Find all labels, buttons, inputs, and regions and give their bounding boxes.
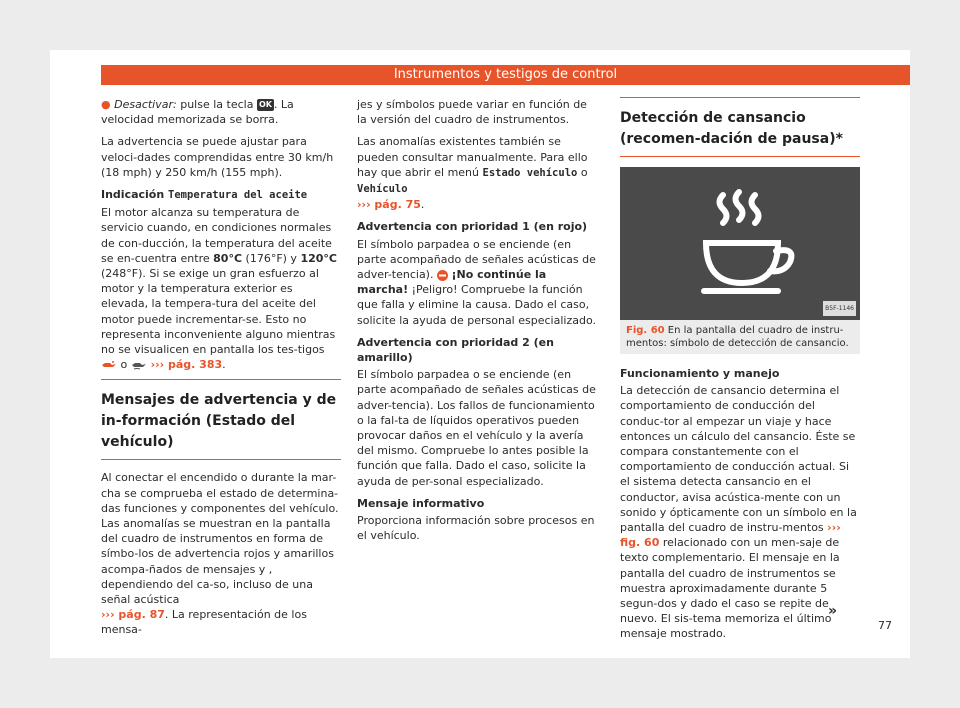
priority-1-text-end: ¡Peligro! Compruebe la función que falla y elimine la causa. Dado el caso, solicite la ayuda de personal especializado. xyxy=(357,283,596,327)
indicator-heading xyxy=(101,187,341,203)
column-middle xyxy=(357,97,597,550)
caption-text: En la pantalla del cuadro de instru-mentos: símbolo de detección de cansancio. xyxy=(626,325,849,349)
figure-ref-60[interactable]: ››› fig. 60 xyxy=(620,521,841,550)
bullet-text: pulse la tecla xyxy=(176,98,257,111)
paragraph-oil xyxy=(101,205,341,372)
fatigue-text: La detección de cansancio determina el comportamiento de conducción del conduc-tor al empezar un viaje y hace entonces un cálculo del cansancio. Éste se compara constantemente con el comportamiento de conducción actual. Si el sistema detecta cansancio en el conductor, avisa acústica-mente con un sonido y ópticamente con un símbolo en la pantalla del cuadro de instru-mentos xyxy=(620,384,857,535)
warnings-text-end: . La representación de los mensa- xyxy=(101,608,307,637)
temp-80: 80°C xyxy=(213,251,243,265)
oil-text-2: (176°F) y xyxy=(242,251,301,265)
column-right xyxy=(620,97,860,649)
oil-temp-warning-icon xyxy=(101,360,117,370)
indicator-label: Indicación xyxy=(101,188,169,202)
page-ref-383[interactable]: ››› pág. 383 xyxy=(146,358,223,372)
oil-text: El motor alcanza su temperatura de servicio cuando, en condiciones normales de con-ducción, la temperatura del aceite se en-cuentra entre xyxy=(101,206,332,265)
menu-vehiculo: Vehículo xyxy=(357,183,408,196)
paragraph: jes y símbolos puede variar en función de la versión del cuadro de instrumentos. xyxy=(357,98,587,127)
figure-number: Fig. 60 xyxy=(626,325,665,336)
heading-info-message: Mensaje informativo xyxy=(357,496,485,510)
indicator-mono: Temperatura del aceite xyxy=(168,189,308,202)
menu-text: Las anomalías existentes también se pueden consultar manualmente. Para ello hay que abrir el menú xyxy=(357,135,588,179)
paragraph-priority-1 xyxy=(357,237,597,328)
section-title-fatigue: Detección de cansancio (recomen-dación de pausa)* xyxy=(620,97,860,157)
page-header: Instrumentos y testigos de control xyxy=(101,65,910,85)
paragraph-fatigue xyxy=(620,383,860,641)
paragraph-info: Proporciona información sobre procesos en el vehículo. xyxy=(357,514,595,543)
figure-code: B5F-1146 xyxy=(823,301,856,316)
ok-key-icon: OK xyxy=(258,100,272,109)
oil-level-warning-icon xyxy=(131,360,147,370)
bullet-label: Desactivar: xyxy=(114,98,177,111)
paragraph: La advertencia se puede ajustar para veloci-dades comprendidas entre 30 km/h (18 mph) y 250 km/h (155 mph). xyxy=(101,135,334,179)
warnings-text: Al conectar el encendido o durante la mar-cha se comprueba el estado de determina-das funciones y componentes del vehículo. Las anomalías se muestran en la pantalla del cuadro de instrumentos en forma de símbo-los de advertencia rojos y amarillos acompa-ñados de mensajes y , dependiendo del ca-so, incluso de una señal acústica xyxy=(101,471,339,607)
page-number: 77 xyxy=(878,619,892,632)
menu-estado: Estado vehículo xyxy=(482,166,578,179)
continue-mark: » xyxy=(828,603,838,619)
bullet-icon: ● xyxy=(101,98,111,111)
heading-priority-2: Advertencia con prioridad 2 (en amarillo) xyxy=(357,335,554,365)
column-left xyxy=(101,97,341,645)
page xyxy=(50,50,910,658)
temp-120: 120°C xyxy=(300,251,337,265)
or-text: o xyxy=(117,358,131,372)
heading-priority-1: Advertencia con prioridad 1 (en rojo) xyxy=(357,220,588,234)
oil-text-3: (248°F). Si se exige un gran esfuerzo al motor y la temperatura exterior es elevada, la tempera-tura del aceite del motor puede incrementar-se. Esto no representa inconveniente alguno mientras no se visualicen en pantalla los tes-tigos xyxy=(101,267,336,357)
priority-1-text: El símbolo parpadea o se enciende (en parte acompañado de señales acústicas de adver-tencia). xyxy=(357,237,596,282)
paragraph-menu xyxy=(357,134,597,212)
or-text: o xyxy=(577,165,588,179)
fatigue-text-end: relacionado con un men-saje de texto complementario. El mensaje en la pantalla del cuadro de instrumentos se muestra aproximadamente durante 5 segun-dos y dado el caso se repite de nuevo. El sis-tema memoriza el último mensaje mostrado. xyxy=(620,536,840,641)
period: . xyxy=(420,198,425,212)
stop-icon xyxy=(437,270,448,281)
section-title-warnings: Mensajes de advertencia y de in-formación (Estado del vehículo) xyxy=(101,379,341,460)
warning-do-not-continue: ¡No continúe la marcha! xyxy=(357,268,547,297)
page-ref-75[interactable]: ››› pág. 75 xyxy=(357,198,421,212)
period: . xyxy=(222,358,226,372)
bullet-deactivate xyxy=(101,97,341,127)
page-ref-87[interactable]: ››› pág. 87 xyxy=(101,608,165,622)
bullet-text-end: . La velocidad memorizada se borra. xyxy=(101,98,294,127)
figure-coffee xyxy=(620,167,860,320)
heading-operation: Funcionamiento y manejo xyxy=(620,367,780,380)
coffee-cup-icon xyxy=(620,167,860,320)
paragraph-warnings xyxy=(101,470,341,637)
paragraph-priority-2: El símbolo parpadea o se enciende (en parte acompañado de señales acústicas de adver-tencia). Los fallos de funcionamiento o la fal-ta de líquidos operativos pueden provocar daños en el vehículo y la avería del mismo. Compruebe lo antes posible la función que falla. Dado el caso, solicite la ayuda de per-sonal especializado. xyxy=(357,368,596,488)
figure-caption xyxy=(620,320,860,354)
